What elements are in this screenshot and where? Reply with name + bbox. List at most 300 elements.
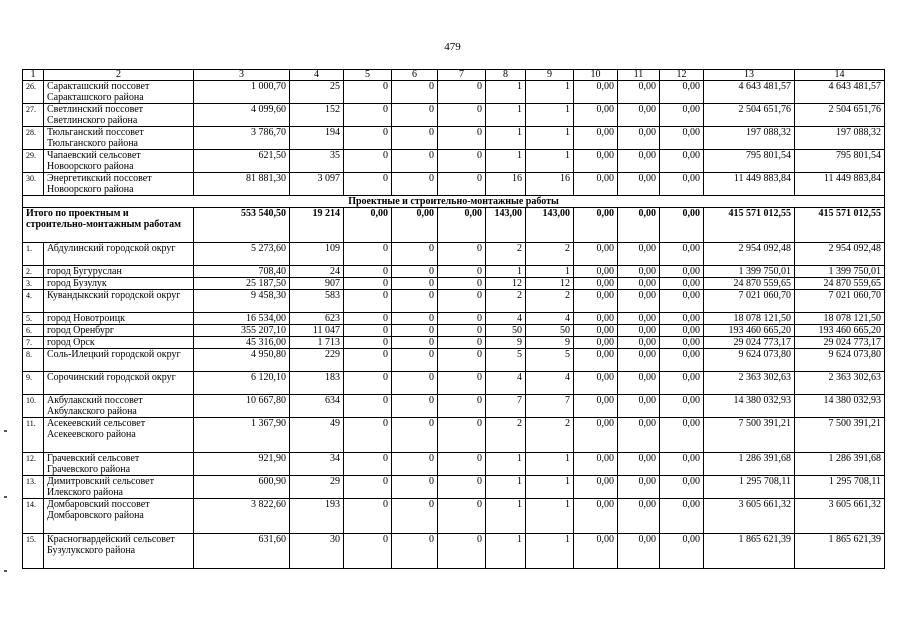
value-cell-c6: 0	[392, 499, 438, 534]
municipality-name: Димитровский сельсовет Илекского района	[44, 476, 194, 499]
municipality-name: Энергетикский поссовет Новоорского района	[44, 173, 194, 196]
value-cell-c14: 1 865 621,39	[795, 534, 885, 569]
table-row	[23, 349, 885, 372]
value-cell-c13: 18 078 121,50	[704, 313, 795, 325]
value-cell-c5: 0	[344, 173, 392, 196]
value-cell-c4: 623	[290, 313, 344, 325]
table-row	[23, 372, 885, 395]
value-cell-c12: 0,00	[660, 127, 704, 150]
header-cell: 6	[392, 70, 438, 81]
row-number: 29.	[23, 150, 44, 173]
value-cell-c10: 0,00	[574, 534, 618, 569]
value-cell-c6: 0	[392, 290, 438, 313]
value-cell-c8: 1	[486, 476, 526, 499]
value-cell-c3: 355 207,10	[194, 325, 290, 337]
value-cell-c5: 0	[344, 476, 392, 499]
total-value-c8: 143,00	[486, 208, 526, 243]
value-cell-c4: 11 047	[290, 325, 344, 337]
value-cell-c14: 1 399 750,01	[795, 266, 885, 278]
value-cell-c5: 0	[344, 150, 392, 173]
table-row	[23, 534, 885, 569]
value-cell-c12: 0,00	[660, 499, 704, 534]
header-cell: 3	[194, 70, 290, 81]
total-value-c9: 143,00	[526, 208, 574, 243]
value-cell-c5: 0	[344, 418, 392, 453]
row-number: 4.	[23, 290, 44, 313]
total-value-c7: 0,00	[438, 208, 486, 243]
value-cell-c10: 0,00	[574, 313, 618, 325]
value-cell-c6: 0	[392, 476, 438, 499]
row-number: 1.	[23, 243, 44, 266]
value-cell-c5: 0	[344, 453, 392, 476]
value-cell-c6: 0	[392, 243, 438, 266]
table-row	[23, 476, 885, 499]
value-cell-c13: 24 870 559,65	[704, 278, 795, 290]
header-cell: 13	[704, 70, 795, 81]
value-cell-c4: 194	[290, 127, 344, 150]
value-cell-c7: 0	[438, 173, 486, 196]
value-cell-c14: 193 460 665,20	[795, 325, 885, 337]
value-cell-c14: 29 024 773,17	[795, 337, 885, 349]
municipality-name: город Новотроицк	[44, 313, 194, 325]
row-number: 13.	[23, 476, 44, 499]
value-cell-c3: 4 099,60	[194, 104, 290, 127]
value-cell-c4: 193	[290, 499, 344, 534]
value-cell-c11: 0,00	[618, 534, 660, 569]
value-cell-c7: 0	[438, 453, 486, 476]
value-cell-c11: 0,00	[618, 127, 660, 150]
value-cell-c10: 0,00	[574, 395, 618, 418]
value-cell-c13: 4 643 481,57	[704, 81, 795, 104]
value-cell-c3: 5 273,60	[194, 243, 290, 266]
value-cell-c7: 0	[438, 372, 486, 395]
value-cell-c13: 2 504 651,76	[704, 104, 795, 127]
header-cell: 5	[344, 70, 392, 81]
header-cell: 10	[574, 70, 618, 81]
value-cell-c6: 0	[392, 349, 438, 372]
value-cell-c6: 0	[392, 266, 438, 278]
value-cell-c12: 0,00	[660, 266, 704, 278]
value-cell-c12: 0,00	[660, 337, 704, 349]
value-cell-c4: 30	[290, 534, 344, 569]
value-cell-c11: 0,00	[618, 313, 660, 325]
value-cell-c6: 0	[392, 395, 438, 418]
value-cell-c6: 0	[392, 173, 438, 196]
value-cell-c9: 2	[526, 418, 574, 453]
value-cell-c8: 2	[486, 418, 526, 453]
margin-marks	[4, 430, 10, 580]
value-cell-c12: 0,00	[660, 278, 704, 290]
value-cell-c14: 2 363 302,63	[795, 372, 885, 395]
value-cell-c12: 0,00	[660, 173, 704, 196]
row-number: 28.	[23, 127, 44, 150]
municipality-name: Кувандыкский городской округ	[44, 290, 194, 313]
value-cell-c14: 7 021 060,70	[795, 290, 885, 313]
table-row	[23, 278, 885, 290]
value-cell-c13: 3 605 661,32	[704, 499, 795, 534]
value-cell-c11: 0,00	[618, 418, 660, 453]
value-cell-c10: 0,00	[574, 81, 618, 104]
value-cell-c10: 0,00	[574, 278, 618, 290]
header-cell: 1	[23, 70, 44, 81]
total-value-c10: 0,00	[574, 208, 618, 243]
value-cell-c10: 0,00	[574, 418, 618, 453]
value-cell-c12: 0,00	[660, 243, 704, 266]
municipality-name: Домбаровский поссовет Домбаровского района	[44, 499, 194, 534]
value-cell-c8: 2	[486, 290, 526, 313]
row-number: 11.	[23, 418, 44, 453]
value-cell-c4: 183	[290, 372, 344, 395]
value-cell-c6: 0	[392, 313, 438, 325]
value-cell-c3: 621,50	[194, 150, 290, 173]
value-cell-c11: 0,00	[618, 372, 660, 395]
value-cell-c5: 0	[344, 337, 392, 349]
value-cell-c7: 0	[438, 499, 486, 534]
data-table	[22, 69, 885, 569]
value-cell-c9: 1	[526, 476, 574, 499]
table-row	[23, 418, 885, 453]
value-cell-c8: 1	[486, 453, 526, 476]
value-cell-c5: 0	[344, 278, 392, 290]
value-cell-c11: 0,00	[618, 290, 660, 313]
value-cell-c6: 0	[392, 127, 438, 150]
value-cell-c10: 0,00	[574, 150, 618, 173]
total-value-c13: 415 571 012,55	[704, 208, 795, 243]
value-cell-c7: 0	[438, 349, 486, 372]
value-cell-c7: 0	[438, 81, 486, 104]
row-number: 10.	[23, 395, 44, 418]
row-number: 3.	[23, 278, 44, 290]
value-cell-c5: 0	[344, 534, 392, 569]
row-number: 2.	[23, 266, 44, 278]
municipality-name: Красногвардейский сельсовет Бузулукского района	[44, 534, 194, 569]
value-cell-c7: 0	[438, 337, 486, 349]
value-cell-c12: 0,00	[660, 395, 704, 418]
municipality-name: Сорочинский городской округ	[44, 372, 194, 395]
value-cell-c7: 0	[438, 290, 486, 313]
column-number-header	[23, 70, 885, 81]
value-cell-c3: 4 950,80	[194, 349, 290, 372]
value-cell-c3: 81 881,30	[194, 173, 290, 196]
municipality-name: Акбулакский поссовет Акбулакского района	[44, 395, 194, 418]
header-cell: 8	[486, 70, 526, 81]
municipality-name: Саракташский поссовет Саракташского района	[44, 81, 194, 104]
value-cell-c12: 0,00	[660, 290, 704, 313]
value-cell-c8: 1	[486, 534, 526, 569]
value-cell-c5: 0	[344, 372, 392, 395]
total-value-c6: 0,00	[392, 208, 438, 243]
table-row	[23, 499, 885, 534]
value-cell-c10: 0,00	[574, 499, 618, 534]
value-cell-c13: 11 449 883,84	[704, 173, 795, 196]
value-cell-c13: 9 624 073,80	[704, 349, 795, 372]
value-cell-c10: 0,00	[574, 173, 618, 196]
value-cell-c3: 9 458,30	[194, 290, 290, 313]
value-cell-c9: 50	[526, 325, 574, 337]
value-cell-c6: 0	[392, 453, 438, 476]
value-cell-c11: 0,00	[618, 278, 660, 290]
municipality-name: город Бузулук	[44, 278, 194, 290]
total-row	[23, 208, 885, 243]
value-cell-c7: 0	[438, 534, 486, 569]
value-cell-c13: 795 801,54	[704, 150, 795, 173]
value-cell-c14: 7 500 391,21	[795, 418, 885, 453]
value-cell-c5: 0	[344, 127, 392, 150]
value-cell-c14: 18 078 121,50	[795, 313, 885, 325]
table-row	[23, 290, 885, 313]
value-cell-c7: 0	[438, 418, 486, 453]
value-cell-c6: 0	[392, 150, 438, 173]
value-cell-c10: 0,00	[574, 290, 618, 313]
value-cell-c4: 583	[290, 290, 344, 313]
value-cell-c6: 0	[392, 278, 438, 290]
value-cell-c11: 0,00	[618, 349, 660, 372]
total-value-c11: 0,00	[618, 208, 660, 243]
municipality-name: Асекеевский сельсовет Асекеевского района	[44, 418, 194, 453]
value-cell-c7: 0	[438, 104, 486, 127]
table-row	[23, 81, 885, 104]
header-cell: 4	[290, 70, 344, 81]
value-cell-c13: 7 021 060,70	[704, 290, 795, 313]
value-cell-c7: 0	[438, 395, 486, 418]
header-cell: 2	[44, 70, 194, 81]
value-cell-c10: 0,00	[574, 476, 618, 499]
table-row	[23, 127, 885, 150]
municipality-name: Соль-Илецкий городской округ	[44, 349, 194, 372]
value-cell-c9: 2	[526, 243, 574, 266]
municipality-name: Абдулинский городской округ	[44, 243, 194, 266]
value-cell-c7: 0	[438, 150, 486, 173]
value-cell-c10: 0,00	[574, 127, 618, 150]
value-cell-c13: 29 024 773,17	[704, 337, 795, 349]
value-cell-c9: 16	[526, 173, 574, 196]
table-row	[23, 150, 885, 173]
value-cell-c4: 35	[290, 150, 344, 173]
value-cell-c13: 193 460 665,20	[704, 325, 795, 337]
table-row	[23, 243, 885, 266]
value-cell-c3: 10 667,80	[194, 395, 290, 418]
municipality-name: город Орск	[44, 337, 194, 349]
value-cell-c11: 0,00	[618, 150, 660, 173]
value-cell-c7: 0	[438, 325, 486, 337]
value-cell-c3: 16 534,00	[194, 313, 290, 325]
table-row	[23, 266, 885, 278]
value-cell-c12: 0,00	[660, 453, 704, 476]
value-cell-c6: 0	[392, 372, 438, 395]
total-value-c3: 553 540,50	[194, 208, 290, 243]
value-cell-c12: 0,00	[660, 418, 704, 453]
value-cell-c8: 50	[486, 325, 526, 337]
total-value-c12: 0,00	[660, 208, 704, 243]
value-cell-c4: 152	[290, 104, 344, 127]
value-cell-c9: 2	[526, 290, 574, 313]
value-cell-c6: 0	[392, 325, 438, 337]
value-cell-c10: 0,00	[574, 243, 618, 266]
value-cell-c14: 795 801,54	[795, 150, 885, 173]
value-cell-c9: 1	[526, 81, 574, 104]
header-cell: 12	[660, 70, 704, 81]
value-cell-c9: 1	[526, 453, 574, 476]
value-cell-c5: 0	[344, 325, 392, 337]
value-cell-c9: 1	[526, 127, 574, 150]
row-number: 5.	[23, 313, 44, 325]
value-cell-c7: 0	[438, 278, 486, 290]
section-row	[23, 196, 885, 208]
total-value-c5: 0,00	[344, 208, 392, 243]
value-cell-c9: 1	[526, 534, 574, 569]
municipality-name: город Бугуруслан	[44, 266, 194, 278]
value-cell-c5: 0	[344, 104, 392, 127]
value-cell-c12: 0,00	[660, 81, 704, 104]
value-cell-c9: 1	[526, 266, 574, 278]
header-cell: 9	[526, 70, 574, 81]
value-cell-c12: 0,00	[660, 372, 704, 395]
value-cell-c5: 0	[344, 266, 392, 278]
value-cell-c11: 0,00	[618, 395, 660, 418]
section-title: Проектные и строительно-монтажные работы	[23, 196, 885, 208]
value-cell-c9: 4	[526, 313, 574, 325]
value-cell-c11: 0,00	[618, 476, 660, 499]
value-cell-c11: 0,00	[618, 453, 660, 476]
value-cell-c3: 708,40	[194, 266, 290, 278]
row-number: 8.	[23, 349, 44, 372]
value-cell-c12: 0,00	[660, 104, 704, 127]
table-row	[23, 104, 885, 127]
value-cell-c13: 2 954 092,48	[704, 243, 795, 266]
value-cell-c4: 49	[290, 418, 344, 453]
table-row	[23, 173, 885, 196]
value-cell-c14: 2 504 651,76	[795, 104, 885, 127]
value-cell-c4: 34	[290, 453, 344, 476]
municipality-name: Грачевский сельсовет Грачевского района	[44, 453, 194, 476]
value-cell-c3: 631,60	[194, 534, 290, 569]
value-cell-c8: 4	[486, 372, 526, 395]
value-cell-c7: 0	[438, 476, 486, 499]
value-cell-c9: 4	[526, 372, 574, 395]
value-cell-c3: 3 822,60	[194, 499, 290, 534]
value-cell-c14: 197 088,32	[795, 127, 885, 150]
value-cell-c3: 921,90	[194, 453, 290, 476]
value-cell-c4: 634	[290, 395, 344, 418]
value-cell-c14: 2 954 092,48	[795, 243, 885, 266]
row-number: 7.	[23, 337, 44, 349]
value-cell-c4: 109	[290, 243, 344, 266]
value-cell-c8: 1	[486, 150, 526, 173]
value-cell-c11: 0,00	[618, 173, 660, 196]
table-row	[23, 395, 885, 418]
value-cell-c4: 907	[290, 278, 344, 290]
value-cell-c13: 197 088,32	[704, 127, 795, 150]
value-cell-c11: 0,00	[618, 243, 660, 266]
value-cell-c3: 1 000,70	[194, 81, 290, 104]
value-cell-c13: 1 286 391,68	[704, 453, 795, 476]
value-cell-c9: 1	[526, 499, 574, 534]
value-cell-c4: 29	[290, 476, 344, 499]
value-cell-c9: 5	[526, 349, 574, 372]
municipality-name: город Оренбург	[44, 325, 194, 337]
value-cell-c5: 0	[344, 290, 392, 313]
row-number: 27.	[23, 104, 44, 127]
value-cell-c3: 600,90	[194, 476, 290, 499]
value-cell-c14: 9 624 073,80	[795, 349, 885, 372]
header-cell: 11	[618, 70, 660, 81]
value-cell-c3: 25 187,50	[194, 278, 290, 290]
row-number: 6.	[23, 325, 44, 337]
value-cell-c10: 0,00	[574, 349, 618, 372]
value-cell-c10: 0,00	[574, 325, 618, 337]
value-cell-c8: 1	[486, 127, 526, 150]
value-cell-c3: 45 316,00	[194, 337, 290, 349]
value-cell-c8: 1	[486, 266, 526, 278]
value-cell-c13: 1 865 621,39	[704, 534, 795, 569]
row-number: 9.	[23, 372, 44, 395]
value-cell-c14: 14 380 032,93	[795, 395, 885, 418]
municipality-name: Тюльганский поссовет Тюльганского района	[44, 127, 194, 150]
value-cell-c13: 7 500 391,21	[704, 418, 795, 453]
value-cell-c9: 7	[526, 395, 574, 418]
value-cell-c12: 0,00	[660, 313, 704, 325]
table-row	[23, 313, 885, 325]
value-cell-c4: 3 097	[290, 173, 344, 196]
value-cell-c14: 1 295 708,11	[795, 476, 885, 499]
page-number: 479	[444, 41, 461, 53]
value-cell-c14: 4 643 481,57	[795, 81, 885, 104]
row-number: 14.	[23, 499, 44, 534]
value-cell-c14: 11 449 883,84	[795, 173, 885, 196]
header-cell: 7	[438, 70, 486, 81]
value-cell-c13: 2 363 302,63	[704, 372, 795, 395]
value-cell-c9: 1	[526, 104, 574, 127]
row-number: 30.	[23, 173, 44, 196]
value-cell-c11: 0,00	[618, 337, 660, 349]
value-cell-c5: 0	[344, 81, 392, 104]
value-cell-c8: 5	[486, 349, 526, 372]
value-cell-c5: 0	[344, 499, 392, 534]
value-cell-c10: 0,00	[574, 372, 618, 395]
value-cell-c6: 0	[392, 337, 438, 349]
value-cell-c5: 0	[344, 395, 392, 418]
row-number: 15.	[23, 534, 44, 569]
value-cell-c14: 1 286 391,68	[795, 453, 885, 476]
municipality-name: Светлинский поссовет Светлинского района	[44, 104, 194, 127]
table-row	[23, 337, 885, 349]
value-cell-c11: 0,00	[618, 104, 660, 127]
value-cell-c4: 1 713	[290, 337, 344, 349]
value-cell-c10: 0,00	[574, 104, 618, 127]
value-cell-c13: 1 295 708,11	[704, 476, 795, 499]
value-cell-c8: 7	[486, 395, 526, 418]
municipality-name: Чапаевский сельсовет Новоорского района	[44, 150, 194, 173]
value-cell-c9: 12	[526, 278, 574, 290]
total-value-c14: 415 571 012,55	[795, 208, 885, 243]
value-cell-c5: 0	[344, 313, 392, 325]
value-cell-c12: 0,00	[660, 349, 704, 372]
value-cell-c9: 9	[526, 337, 574, 349]
value-cell-c7: 0	[438, 266, 486, 278]
value-cell-c6: 0	[392, 81, 438, 104]
value-cell-c8: 1	[486, 104, 526, 127]
value-cell-c8: 1	[486, 81, 526, 104]
value-cell-c13: 1 399 750,01	[704, 266, 795, 278]
value-cell-c11: 0,00	[618, 266, 660, 278]
value-cell-c8: 1	[486, 499, 526, 534]
total-value-c4: 19 214	[290, 208, 344, 243]
value-cell-c3: 3 786,70	[194, 127, 290, 150]
value-cell-c4: 229	[290, 349, 344, 372]
value-cell-c7: 0	[438, 127, 486, 150]
value-cell-c10: 0,00	[574, 337, 618, 349]
value-cell-c10: 0,00	[574, 453, 618, 476]
